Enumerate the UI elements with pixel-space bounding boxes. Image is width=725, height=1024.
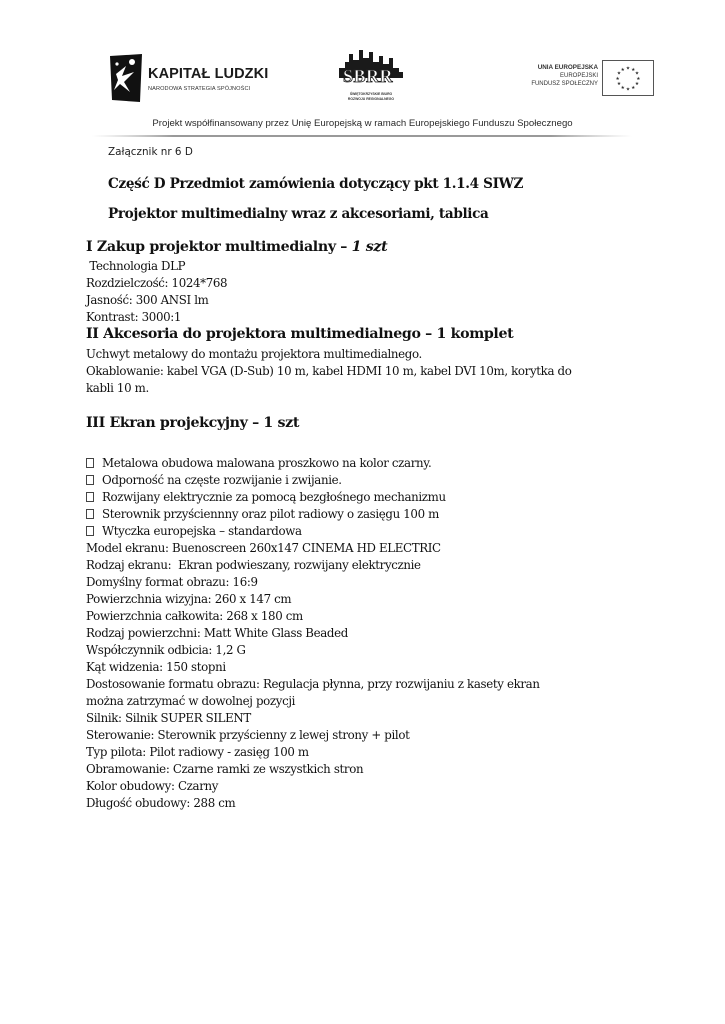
bullet-box-icon <box>86 458 94 468</box>
spec-line: Kąt widzenia: 150 stopni <box>86 660 226 674</box>
eu-logo <box>530 58 654 98</box>
kapital-ludzki-subtitle: NARODOWA STRATEGIA SPÓJNOŚCI <box>148 86 251 92</box>
feature-bullet <box>86 524 302 538</box>
kapital-ludzki-logo <box>108 52 268 106</box>
svg-text:★: ★ <box>625 66 631 72</box>
document-subtitle: Projektor multimedialny wraz z akcesoriami, tablica <box>108 206 489 222</box>
spec-line: Sterowanie: Sterownik przyścienny z lewej strony + pilot <box>86 728 410 742</box>
svg-text:★: ★ <box>615 76 620 82</box>
spec-line: Długość obudowy: 288 cm <box>86 796 236 810</box>
sbrr-name: SBRR <box>343 66 394 86</box>
section-2-line: Uchwyt metalowy do montażu projektora multimedialnego. <box>86 347 422 361</box>
svg-text:★: ★ <box>634 82 640 88</box>
svg-text:★: ★ <box>634 71 640 77</box>
bullet-box-icon <box>86 475 94 485</box>
section-1-line: Kontrast: 3000:1 <box>86 310 182 324</box>
feature-bullet-text: Sterownik przyściennny oraz pilot radiowy o zasięgu 100 m <box>102 507 439 521</box>
sbrr-subtitle-1: ŚWIĘTOKRZYSKIE BIURO <box>349 92 393 96</box>
cofinancing-statement: Projekt współfinansowany przez Unię Europejską w ramach Europejskiego Funduszu Społecznego <box>152 118 573 129</box>
spec-line: Rodzaj ekranu: Ekran podwieszany, rozwijany elektrycznie <box>86 558 421 572</box>
annex-number: Załącznik nr 6 D <box>108 146 193 158</box>
svg-text:★: ★ <box>631 85 636 91</box>
spec-line: Dostosowanie formatu obrazu: Regulacja płynna, przy rozwijaniu z kasety ekran <box>86 677 540 691</box>
svg-text:★: ★ <box>625 87 631 93</box>
spec-line: Powierzchnia całkowita: 268 x 180 cm <box>86 609 303 623</box>
spec-line: Rodzaj powierzchni: Matt White Glass Beaded <box>86 626 348 640</box>
spec-line: Model ekranu: Buenoscreen 260x147 CINEMA HD ELECTRIC <box>86 541 441 555</box>
eu-flag-icon <box>602 60 654 96</box>
bullet-box-icon <box>86 492 94 502</box>
bullet-box-icon <box>86 509 94 519</box>
section-2-heading: II Akcesoria do projektora multimedialnego – 1 komplet <box>86 326 514 342</box>
sbrr-subtitle-2: ROZWOJU REGIONALNEGO <box>347 97 395 101</box>
eu-line-2: EUROPEJSKI <box>559 73 598 79</box>
feature-bullet <box>86 473 342 487</box>
kapital-ludzki-title: KAPITAŁ LUDZKI <box>148 66 269 82</box>
feature-bullet <box>86 490 446 504</box>
svg-text:★: ★ <box>620 67 625 73</box>
svg-text:★: ★ <box>620 85 625 91</box>
section-2-line: Okablowanie: kabel VGA (D-Sub) 10 m, kabel HDMI 10 m, kabel DVI 10m, korytka do <box>86 364 572 378</box>
section-1-line: Technologia DLP <box>86 259 186 273</box>
bullet-box-icon <box>86 526 94 536</box>
section-1-line: Jasność: 300 ANSI lm <box>86 293 209 307</box>
svg-text:★: ★ <box>616 71 622 77</box>
section-1-line: Rozdzielczość: 1024*768 <box>86 276 228 290</box>
feature-bullet-text: Odporność na częste rozwijanie i zwijanie. <box>102 473 342 487</box>
spec-line: Współczynnik odbicia: 1,2 G <box>86 643 246 657</box>
header-divider <box>92 134 632 138</box>
document-title: Część D Przedmiot zamówienia dotyczący pkt 1.1.4 SIWZ <box>108 176 524 192</box>
feature-bullet-text: Wtyczka europejska – standardowa <box>102 524 302 538</box>
sbrr-logo <box>333 48 409 110</box>
spec-line: Powierzchnia wizyjna: 260 x 147 cm <box>86 592 292 606</box>
section-2-line: kabli 10 m. <box>86 381 149 395</box>
feature-bullet-text: Metalowa obudowa malowana proszkowo na kolor czarny. <box>102 456 432 470</box>
svg-text:★: ★ <box>631 67 636 73</box>
spec-line: Obramowanie: Czarne ramki ze wszystkich stron <box>86 762 364 776</box>
spec-line: można zatrzymać w dowolnej pozycji <box>86 694 296 708</box>
spec-line: Kolor obudowy: Czarny <box>86 779 219 793</box>
kapital-ludzki-emblem-icon <box>108 52 144 104</box>
feature-bullet <box>86 456 431 470</box>
svg-text:★: ★ <box>616 82 622 88</box>
feature-bullet-text: Rozwijany elektrycznie za pomocą bezgłośnego mechanizmu <box>102 490 446 504</box>
spec-line: Domyślny format obrazu: 16:9 <box>86 575 258 589</box>
eu-line-3: FUNDUSZ SPOŁECZNY <box>531 81 598 87</box>
spec-line: Typ pilota: Pilot radiowy - zasięg 100 m <box>86 745 309 759</box>
eu-line-1: UNIA EUROPEJSKA <box>537 64 598 71</box>
feature-bullet <box>86 507 439 521</box>
spec-line: Silnik: Silnik SUPER SILENT <box>86 711 251 725</box>
section-3-heading: III Ekran projekcyjny – 1 szt <box>86 415 300 431</box>
svg-text:★: ★ <box>636 76 641 82</box>
section-1-heading <box>86 239 387 255</box>
section-1-heading-text: I Zakup projektor multimedialny – <box>86 239 352 255</box>
section-1-quantity: 1 szt <box>351 239 388 255</box>
